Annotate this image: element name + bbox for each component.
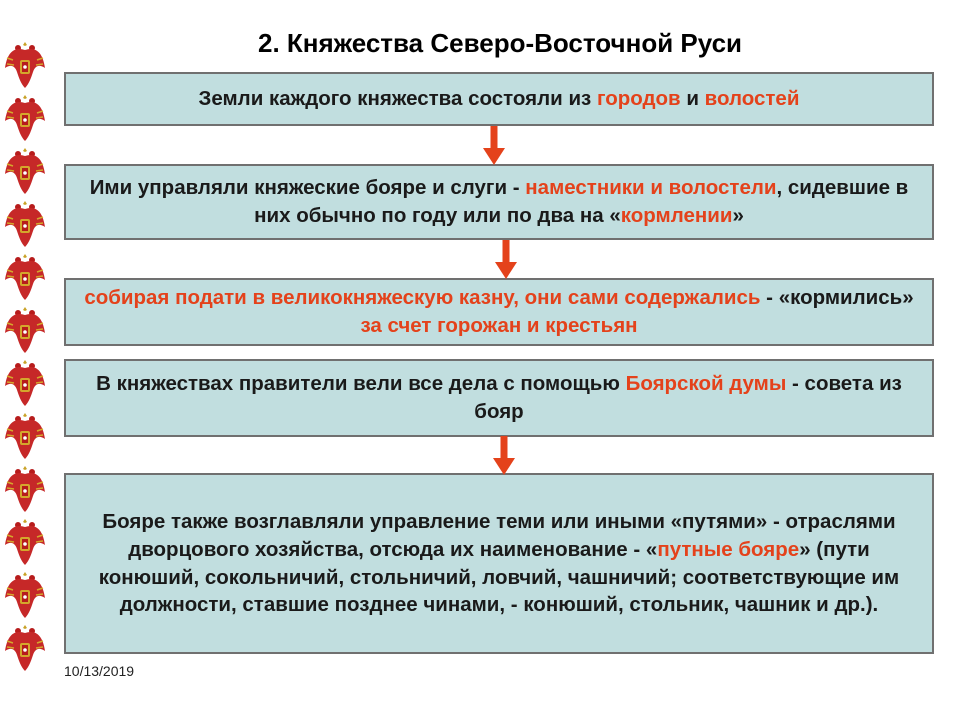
double-headed-eagle-icon bbox=[3, 515, 47, 567]
statement-box-4 bbox=[64, 359, 934, 437]
text-segment: » (пути конюший, сокольничий, стольничий, ловчий, чашничий; соответствующие им должности, ставшие позднее чинами, - конюший, стольник, чашник и др.). bbox=[98, 537, 900, 617]
statement-box-3 bbox=[64, 278, 934, 346]
arrow-down-icon bbox=[483, 126, 505, 166]
statement-text-5 bbox=[66, 508, 932, 620]
text-segment: , сидевшие в них обычно по году или по два на « bbox=[254, 176, 909, 227]
page-title: 2. Княжества Северо-Восточной Руси bbox=[257, 28, 743, 58]
double-headed-eagle-icon bbox=[3, 144, 47, 196]
text-segment: - «кормились» bbox=[760, 286, 914, 310]
statement-box-5 bbox=[64, 473, 934, 654]
statement-box-2 bbox=[64, 164, 934, 240]
highlight-term: Боярской думы bbox=[625, 372, 787, 396]
statement-text-3 bbox=[66, 284, 932, 340]
highlight-term: собирая подати в великокняжескую казну, они сами содержались bbox=[84, 286, 761, 310]
highlight-term: волостей bbox=[704, 87, 800, 111]
text-segment: и bbox=[680, 87, 705, 111]
double-headed-eagle-icon bbox=[3, 38, 47, 90]
text-segment: » bbox=[732, 204, 744, 227]
text-segment: Земли каждого княжества состояли из bbox=[198, 87, 597, 111]
double-headed-eagle-icon bbox=[3, 356, 47, 408]
highlight-term: за счет горожан и крестьян bbox=[360, 314, 638, 337]
highlight-term: городов bbox=[596, 87, 681, 111]
highlight-term: кормлении bbox=[620, 204, 733, 227]
arrow-down-icon bbox=[495, 240, 517, 280]
double-headed-eagle-icon bbox=[3, 250, 47, 302]
highlight-term: наместники и волостели bbox=[525, 176, 777, 200]
double-headed-eagle-icon bbox=[3, 409, 47, 461]
coat-of-arms-strip bbox=[0, 38, 50, 678]
statement-text-4 bbox=[66, 370, 932, 426]
double-headed-eagle-icon bbox=[3, 197, 47, 249]
slide-date: 10/13/2019 bbox=[64, 663, 135, 679]
double-headed-eagle-icon bbox=[3, 621, 47, 673]
text-segment: Бояре также возглавляли управление теми или иными «путями» - отраслями дворцового хозяйства, отсюда их наименование - « bbox=[102, 509, 896, 561]
double-headed-eagle-icon bbox=[3, 462, 47, 514]
double-headed-eagle-icon bbox=[3, 568, 47, 620]
statement-text-2 bbox=[66, 174, 932, 230]
text-segment: В княжествах правители вели все дела с помощью bbox=[96, 372, 626, 396]
statement-box-1 bbox=[64, 72, 934, 126]
statement-text-1 bbox=[187, 85, 812, 113]
text-segment: Ими управляли княжеские бояре и слуги - bbox=[89, 176, 526, 200]
arrow-down-icon bbox=[493, 436, 515, 476]
double-headed-eagle-icon bbox=[3, 303, 47, 355]
double-headed-eagle-icon bbox=[3, 91, 47, 143]
text-segment: - совета из бояр bbox=[474, 372, 902, 423]
highlight-term: путные бояре bbox=[657, 537, 800, 561]
